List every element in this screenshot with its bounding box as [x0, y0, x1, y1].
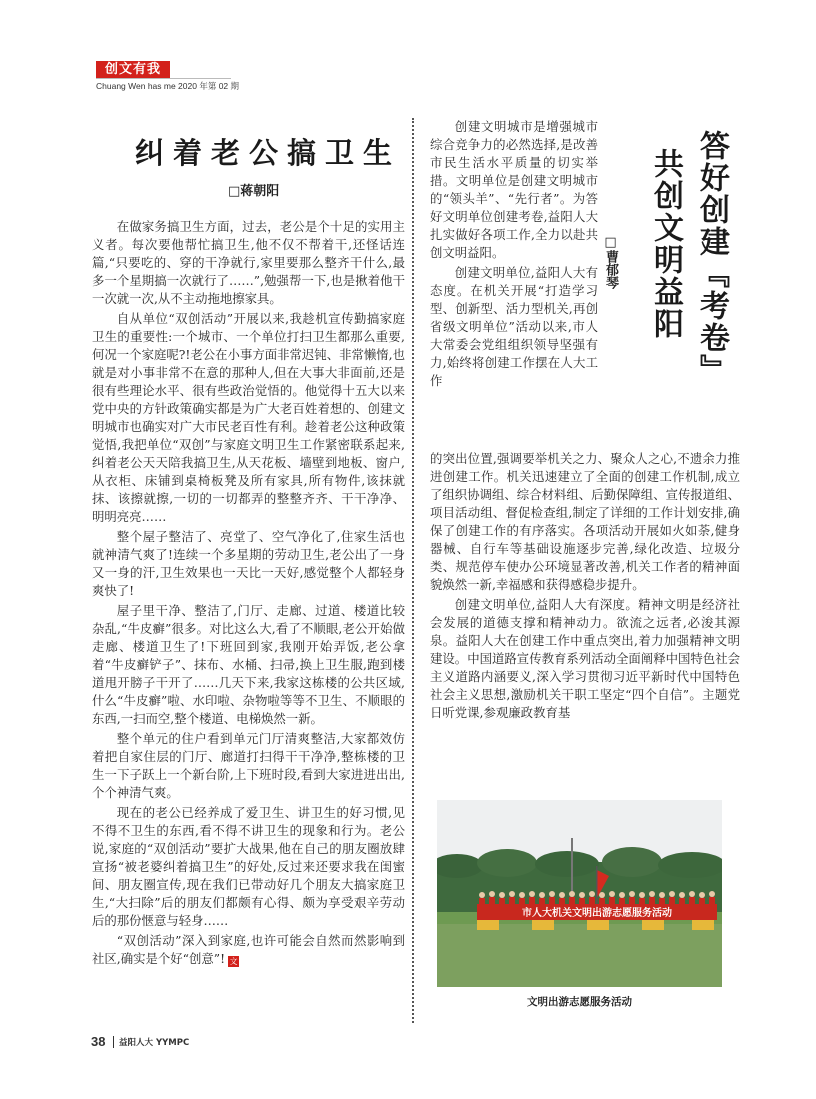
- page-number: 38: [91, 1034, 106, 1049]
- title-column-1: 答好创建『考卷』: [694, 130, 729, 386]
- right-paragraph: 创建文明城市是增强城市综合竞争力的必然选择,是改善市民生活水平质量的切实举措。文明单位是创建文明城市的“领头羊”、“先行者”。为答好文明单位创建考卷,益阳人大扎实做好各项工作,全力以赴共创文明益阳。: [430, 119, 598, 260]
- right-article-title: [628, 130, 729, 386]
- issue-subline: Chuang Wen has me 2020 年第 02 期: [96, 81, 240, 91]
- right-paragraph: 创建文明单位,益阳人大有深度。精神文明是经济社会发展的道德支撑和精神动力。欲流之远者,必浚其源泉。益阳人大在创建工作中重点突出,着力加强精神文明建设。中国道路宣传教育系列活动全面阐释中国特色社会主义道路内涵要义,深入学习贯彻习近平新时代中国特色社会主义思想,激励机关干职工坚定“四个自信”。主题党日听党课,参观廉政教育基: [430, 597, 740, 720]
- left-article-author: □蒋朝阳: [228, 184, 280, 199]
- right-paragraph: 的突出位置,强调要举机关之力、聚众人之心,不遗余力推进创建工作。机关迅速建立了全面的创建工作机制,成立了组织协调组、综合材料组、后勤保障组、宣传报道组、项目活动组、督促检查组,制定了详细的工作计划安排,确保了创建工作的有序落实。各项活动开展如火如荼,健身器械、自行车等基础设施逐步完善,绿化改造、垃圾分类、规范停车使办公环境显著改善,机关工作者的精神面貌焕然一新,幸福感和获得感稳步提升。: [430, 451, 740, 592]
- left-paragraph: 整个屋子整洁了、亮堂了、空气净化了,住家生活也就神清气爽了!连续一个多星期的劳动卫生,老公出了一身又一身的汗,卫生效果也一天比一天好,感觉整个人都轻身爽快了!: [92, 529, 405, 598]
- right-article-body-narrow: [430, 118, 598, 392]
- left-paragraph: 在做家务搞卫生方面，过去，老公是个十足的实用主义者。每次要他帮忙搞卫生,他不仅不帮着干,还怪话连篇,“只要吃的、穿的干净就行,家里要那么整齐干什么,最多一个星期搞一次就行了……”,勉强帮一下,也是揪着他干一次就一次,从不主动拖地擦家具。: [92, 219, 405, 306]
- column-divider: [412, 118, 414, 1023]
- end-mark-icon: 文: [229, 957, 238, 966]
- section-tag: 创文有我: [96, 61, 170, 78]
- left-paragraph-last: [92, 932, 405, 968]
- magazine-name: 益阳人大 YYMPC: [119, 1038, 190, 1048]
- photo-caption: 文明出游志愿服务活动: [527, 996, 632, 1008]
- volunteer-photo-illustration: [437, 800, 722, 987]
- left-article-title: 纠着老公搞卫生: [135, 136, 402, 170]
- left-paragraph: 现在的老公已经养成了爱卫生、讲卫生的好习惯,见不得不卫生的东西,看不得不讲卫生的现象和行为。老公说,家庭的“双创活动”要扩大战果,他在自己的朋友圈放肆宣扬“被老婆纠着搞卫生”的好处,反过来还要求我在闺蜜间、朋友圈宣传,现在我们已带动好几个朋友大搞家庭卫生,“大扫除”后的朋友们都颇有心得、颇为享受艰辛劳动后的那份惬意与轻身……: [92, 805, 405, 928]
- header-rule: [96, 78, 231, 79]
- left-paragraph: 屋子里干净、整洁了,门厅、走廊、过道、楼道比较杂乱,“牛皮癣”很多。对比这么大,看了不顺眼,老公开始做走廊、楼道卫生了!下班回到家,我刚开始弄饭,老公拿着“牛皮癣铲子”、抹布、水桶、扫帚,换上卫生服,跑到楼道甩开膀子干开了……几天下来,我家这栋楼的公共区域,什么“牛皮癣”啦、水印啦、杂物啦等等不卫生、不顺眼的东西,一扫而空,整个楼道、电梯焕然一新。: [92, 603, 405, 726]
- left-paragraph: 整个单元的住户看到单元门厅清爽整洁,大家都效仿着把自家住层的门厅、廊道打扫得干干净净,整栋楼的卫生一下子跃上一个新台阶,上下班时段,看到大家进进出出,个个神清气爽。: [92, 731, 405, 800]
- title-column-2: 共创文明益阳: [648, 148, 683, 340]
- volunteer-photo: [437, 800, 722, 987]
- left-paragraph-text: “双创活动”深入到家庭,也许可能会自然而然影响到社区,确实是个好“创意”!: [92, 933, 405, 966]
- right-paragraph: 创建文明单位,益阳人大有态度。在机关开展“打造学习型、创新型、活力型机关,再创省级文明单位”活动以来,市人大常委会党组组织领导坚强有力,始终将创建工作摆在人大工作: [430, 265, 598, 388]
- right-article-author: □曹郁琴: [603, 235, 618, 289]
- right-article-body-wide: [430, 450, 740, 724]
- photo-banner-text: 市人大机关文明出游志愿服务活动: [522, 908, 672, 919]
- left-paragraph: 自从单位“双创活动”开展以来,我趁机宣传勤搞家庭卫生的重要性:一个城市、一个单位打扫卫生都那么重要,何况一个家庭呢?!老公在小事方面非常迟钝、非常懒惰,也就是对小事非常不在意的那种人,但在大事大非面前,还是很有些理论水平、很有些政治觉悟的。他觉得十五大以来党中央的方针政策确实都是为广大老百姓着想的、创建文明城市也确实对广大市民老百性有利。趁着老公这种政策觉悟,我把单位“双创”与家庭文明卫生工作紧密联系起来,纠着老公天天陪我搞卫生,从天花板、墙壁到地板、窗户,从衣柜、床铺到桌椅板凳及所有家具,所有物件,该抹就抹、该擦就擦,一切的一切都弄的整整齐齐、干干净净、明明亮亮……: [92, 311, 405, 524]
- footer-separator: [113, 1036, 114, 1048]
- left-article-body: [92, 218, 405, 970]
